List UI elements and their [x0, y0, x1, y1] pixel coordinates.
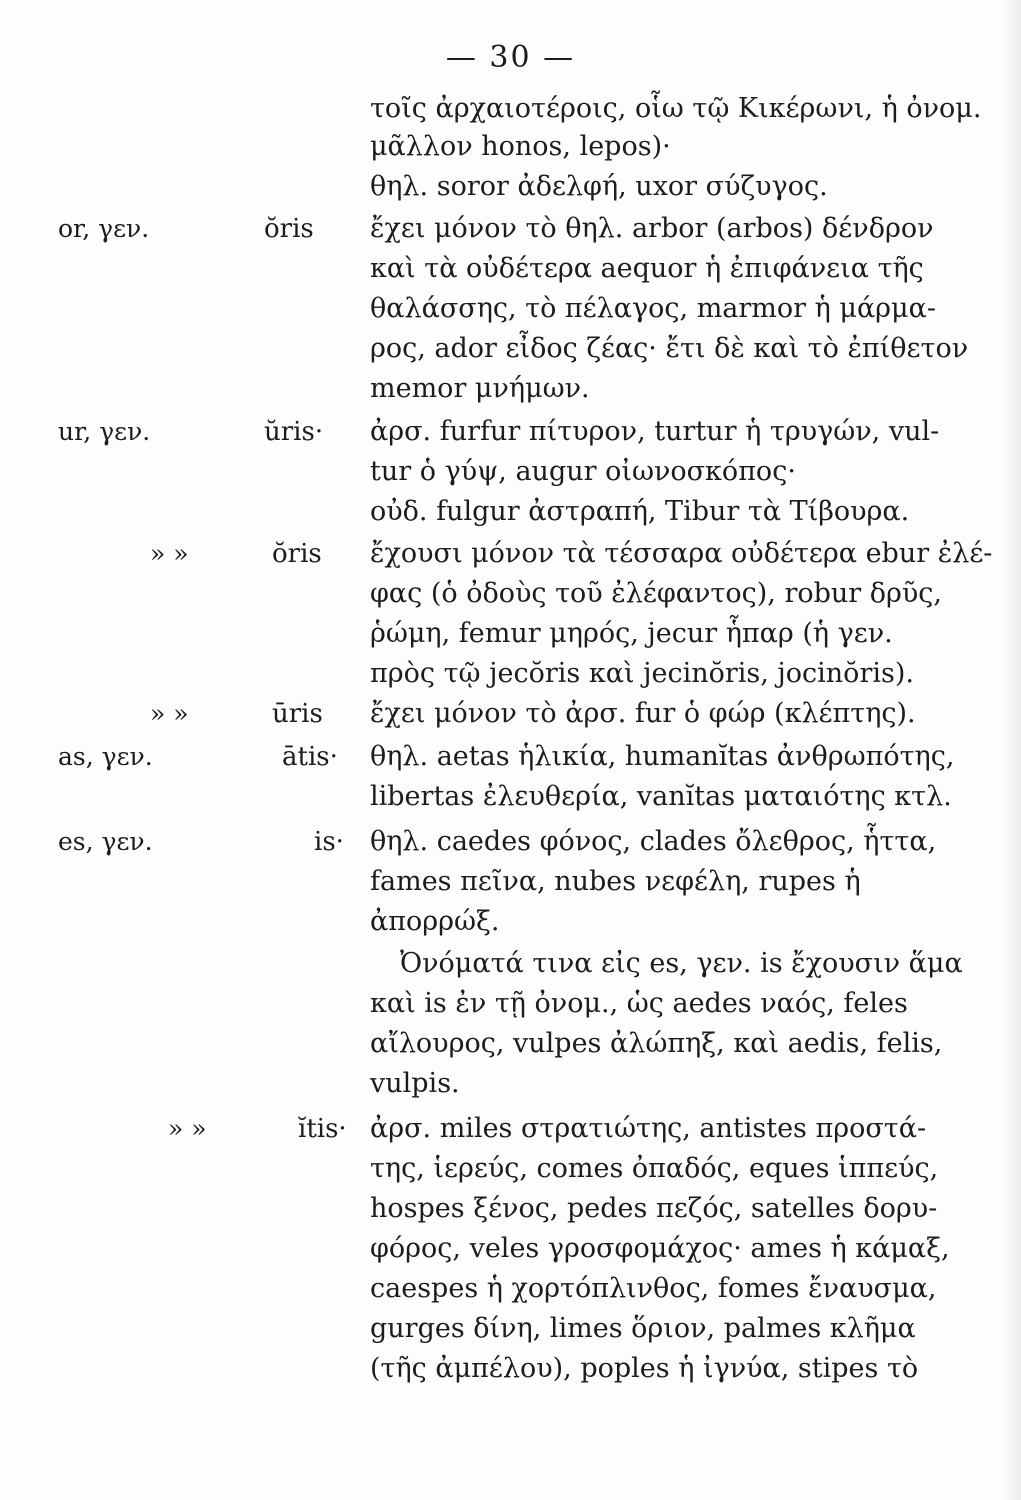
text-line: gurges δίνη, limes ὅριον, palmes κλῆμα	[370, 1313, 916, 1344]
text-line: τοῖς ἀρχαιοτέροις, οἷω τῷ Κικέρωνι, ἡ ὀνομ.	[370, 93, 982, 124]
text-line: ἔχουσι μόνον τὰ τέσσαρα οὐδέτερα ebur ἐλέ-	[370, 538, 993, 569]
text-line: θηλ. soror ἀδελφή, uxor σύζυγος.	[370, 171, 828, 202]
ending-label: ur, γεν.	[58, 417, 151, 446]
text-line: φόρος, veles γροσφομάχος· ames ἡ κάμαξ,	[370, 1233, 950, 1264]
text-line: ἀπορρώξ.	[370, 906, 500, 937]
page-number: — 30 —	[445, 40, 576, 75]
text-line: memor μνήμων.	[370, 373, 590, 404]
text-line: θαλάσσης, τὸ πέλαγος, marmor ἡ μάρμα-	[370, 293, 936, 324]
text-line: φας (ὁ ὀδοὺς τοῦ ἐλέφαντος), robur δρῦς,	[370, 578, 943, 609]
text-line: ῥώμη, femur μηρός, jecur ἧπαρ (ἡ γεν.	[370, 618, 893, 649]
text-line: καὶ is ἐν τῇ ὀνομ., ὡς aedes ναός, feles	[370, 988, 908, 1019]
text-line: αἴλουρος, vulpes ἀλώπηξ, καὶ aedis, felis,	[370, 1028, 943, 1059]
genitive-suffix: ātis·	[282, 742, 338, 772]
text-line: (τῆς ἀμπέλου), poples ἡ ἰγνύα, stipes τὸ	[370, 1353, 919, 1384]
ending-label: or, γεν.	[58, 214, 150, 243]
text-line: ἔχει μόνον τὸ θηλ. arbor (arbos) δένδρον	[370, 213, 934, 244]
text-line: ἀρσ. miles στρατιώτης, antistes προστά-	[370, 1113, 927, 1144]
genitive-suffix: ūris	[272, 699, 323, 729]
ditto-marks: » »	[150, 539, 189, 568]
page-edge-shadow	[1003, 0, 1021, 1500]
text-line: πρὸς τῷ jecŏris καὶ jecinŏris, jocinŏris).	[370, 658, 914, 689]
text-line: tur ὁ γύψ, augur οἰωνοσκόπος·	[370, 456, 796, 487]
text-line: ἔχει μόνον τὸ ἀρσ. fur ὁ φώρ (κλέπτης).	[370, 698, 916, 729]
text-line: vulpis.	[370, 1068, 460, 1099]
text-line: μᾶλλον honos, lepos)·	[370, 131, 671, 162]
ending-label: es, γεν.	[58, 827, 153, 856]
ditto-marks: » »	[150, 699, 189, 728]
text-line: καὶ τὰ οὐδέτερα aequor ἡ ἐπιφάνεια τῆς	[370, 253, 924, 284]
genitive-suffix: ŏris	[264, 214, 314, 244]
text-line: Ὀνόματά τινα εἰς es, γεν. is ἔχουσιν ἅμα	[400, 948, 963, 979]
text-line: ἀρσ. furfur πίτυρον, turtur ἡ τρυγών, vul-	[370, 416, 940, 447]
text-line: οὐδ. fulgur ἀστραπή, Tibur τὰ Τίβουρα.	[370, 496, 910, 527]
text-line: θηλ. aetas ἡλικία, humanĭtas ἀνθρωπότης,	[370, 741, 955, 772]
text-line: θηλ. caedes φόνος, clades ὄλεθρος, ἧττα,	[370, 826, 937, 857]
genitive-suffix: is·	[314, 827, 344, 857]
text-line: ρος, ador εἶδος ζέας· ἔτι δὲ καὶ τὸ ἐπίθετον	[370, 333, 969, 364]
genitive-suffix: ĭtis·	[298, 1114, 347, 1144]
text-line: της, ἱερεύς, comes ὀπαδός, eques ἱππεύς,	[370, 1153, 939, 1184]
text-line: fames πεῖνα, nubes νεφέλη, rupes ἡ	[370, 866, 861, 897]
genitive-suffix: ŭris·	[264, 417, 324, 447]
text-line: hospes ξένος, pedes πεζός, satelles δορυ-	[370, 1193, 938, 1224]
ditto-marks: » »	[168, 1114, 207, 1143]
ending-label: as, γεν.	[58, 742, 153, 771]
text-line: caespes ἡ χορτόπλινθος, fomes ἔναυσμα,	[370, 1273, 937, 1304]
text-line: libertas ἐλευθερία, vanĭtas ματαιότης κτλ.	[370, 781, 952, 812]
genitive-suffix: ŏris	[272, 539, 322, 569]
